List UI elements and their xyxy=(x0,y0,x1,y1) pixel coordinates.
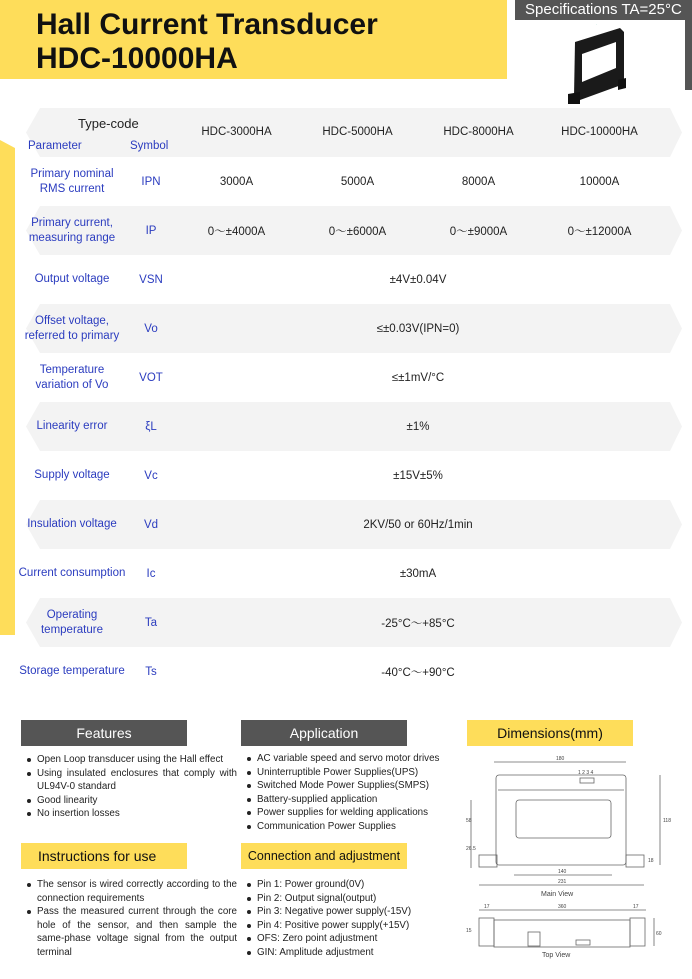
top-view-caption: Top View xyxy=(542,952,571,959)
param-name: Insulation voltage xyxy=(27,518,117,530)
dim-hole-width: 140 xyxy=(558,869,567,875)
table-row xyxy=(18,500,682,549)
list-item: Pin 4: Positive power supply(+15V) xyxy=(241,919,463,933)
table-row xyxy=(18,304,682,353)
param-value: 0～±9000A xyxy=(449,225,508,238)
table-row xyxy=(18,157,682,206)
param-name: Current consumption xyxy=(18,567,126,579)
list-item: Battery-supplied application xyxy=(241,793,463,807)
list-item: Open Loop transducer using the Hall effect xyxy=(21,753,237,767)
param-value: ≤±1mV/°C xyxy=(391,371,445,384)
model-header: HDC-10000HA xyxy=(561,126,638,138)
table-row xyxy=(18,598,682,647)
param-symbol: Vo xyxy=(144,322,158,335)
list-item: Switched Mode Power Supplies(SMPS) xyxy=(241,779,463,793)
dim-top-depth: 60 xyxy=(656,931,662,937)
list-item: Pass the measured current through the core hole of the sensor, and then sample the same-phase voltage signal from the output terminal xyxy=(21,905,237,959)
dim-top-side: 15 xyxy=(466,928,472,934)
side-accent-bar xyxy=(0,140,15,635)
param-name: Primary nominal RMS current xyxy=(30,167,114,195)
param-symbol: Ta xyxy=(144,616,158,629)
dim-top-edge: 17 xyxy=(484,904,490,910)
spec-conditions: Specifications TA=25°C xyxy=(515,0,692,20)
param-symbol: Ic xyxy=(146,567,156,580)
list-item: Power supplies for welding applications xyxy=(241,806,463,820)
param-name: Output voltage xyxy=(34,273,110,285)
param-value: ±1% xyxy=(406,420,430,433)
table-row xyxy=(18,206,682,255)
application-heading: Application xyxy=(241,720,407,746)
param-symbol: VOT xyxy=(139,371,163,384)
param-value: 3000A xyxy=(219,175,254,188)
dim-width-top: 180 xyxy=(556,756,565,762)
param-value: 10000A xyxy=(579,175,620,188)
dim-hole-height: 58 xyxy=(466,818,472,824)
dim-foot: 18 xyxy=(648,858,654,864)
dim-top-edge2: 17 xyxy=(633,904,639,910)
param-value: 5000A xyxy=(340,175,375,188)
param-name: Storage temperature xyxy=(19,665,125,677)
features-heading: Features xyxy=(21,720,187,746)
param-symbol: ξL xyxy=(145,420,157,433)
list-item: GIN: Amplitude adjustment xyxy=(241,946,463,960)
param-symbol: Vc xyxy=(144,469,158,482)
dim-total-width: 231 xyxy=(558,879,567,885)
param-value: ≤±0.03V(IPN=0) xyxy=(376,322,460,335)
product-image xyxy=(560,24,630,106)
param-name: Operating temperature xyxy=(40,608,103,636)
main-view-caption: Main View xyxy=(541,891,574,898)
parameter-header: Parameter xyxy=(28,140,82,152)
dim-pins: 1 2 3 4 xyxy=(578,770,594,776)
param-symbol: Vd xyxy=(143,518,159,531)
title-line1: Hall Current Transducer xyxy=(36,8,378,41)
param-symbol: IP xyxy=(145,224,157,237)
dimension-drawing xyxy=(466,750,686,965)
param-value: ±15V±5% xyxy=(393,469,443,482)
table-header xyxy=(18,108,682,157)
application-list xyxy=(241,752,463,833)
param-value: 0～±4000A xyxy=(207,225,266,238)
param-name: Supply voltage xyxy=(34,469,110,481)
connection-heading: Connection and adjustment xyxy=(241,843,407,869)
table-row xyxy=(18,549,682,598)
param-name: Primary current, measuring range xyxy=(28,216,116,244)
param-value: ±4V±0.04V xyxy=(389,273,447,286)
list-item: Pin 1: Power ground(0V) xyxy=(241,878,463,892)
dim-base-height: 26.5 xyxy=(466,846,476,852)
param-value: -40°C～+90°C xyxy=(381,666,455,679)
table-row xyxy=(18,353,682,402)
param-value: ±30mA xyxy=(399,567,437,580)
spec-table xyxy=(18,108,682,696)
dim-top-width: 360 xyxy=(558,904,567,910)
list-item: Pin 3: Negative power supply(-15V) xyxy=(241,905,463,919)
param-name: Temperature variation of Vo xyxy=(35,363,109,391)
list-item: Communication Power Supplies xyxy=(241,820,463,834)
instructions-list xyxy=(21,878,237,959)
param-value: 0～±6000A xyxy=(328,225,387,238)
list-item: Using insulated enclosures that comply with UL94V-0 standard xyxy=(21,767,237,794)
type-code-label: Type-code xyxy=(78,116,139,131)
param-symbol: IPN xyxy=(141,175,161,188)
spec-side-bar xyxy=(685,20,692,90)
table-row xyxy=(18,255,682,304)
table-row xyxy=(18,647,682,696)
page-title xyxy=(36,8,378,76)
list-item: Pin 2: Output signal(output) xyxy=(241,892,463,906)
table-row xyxy=(18,451,682,500)
dimensions-heading: Dimensions(mm) xyxy=(467,720,633,746)
list-item: AC variable speed and servo motor drives xyxy=(241,752,463,766)
param-symbol: Ts xyxy=(145,665,157,678)
param-value: 8000A xyxy=(461,175,496,188)
features-list xyxy=(21,753,237,821)
connection-list xyxy=(241,878,463,959)
list-item: OFS: Zero point adjustment xyxy=(241,932,463,946)
param-name: Offset voltage, referred to primary xyxy=(24,314,120,342)
list-item: Good linearity xyxy=(21,794,237,808)
dim-height: 118 xyxy=(663,818,671,824)
symbol-header: Symbol xyxy=(130,140,169,152)
instructions-heading: Instructions for use xyxy=(21,843,187,869)
param-symbol: VSN xyxy=(139,273,163,286)
list-item: Uninterruptible Power Supplies(UPS) xyxy=(241,766,463,780)
param-name: Linearity error xyxy=(36,420,108,432)
param-value: -25°C～+85°C xyxy=(381,617,455,630)
table-row xyxy=(18,402,682,451)
list-item: The sensor is wired correctly according to the connection requirements xyxy=(21,878,237,905)
param-value: 0～±12000A xyxy=(567,225,632,238)
title-model: HDC-10000HA xyxy=(36,42,238,75)
list-item: No insertion losses xyxy=(21,807,237,821)
param-value: 2KV/50 or 60Hz/1min xyxy=(363,518,473,531)
model-header: HDC-8000HA xyxy=(443,126,514,138)
model-header: HDC-5000HA xyxy=(322,126,393,138)
model-header: HDC-3000HA xyxy=(201,126,272,138)
